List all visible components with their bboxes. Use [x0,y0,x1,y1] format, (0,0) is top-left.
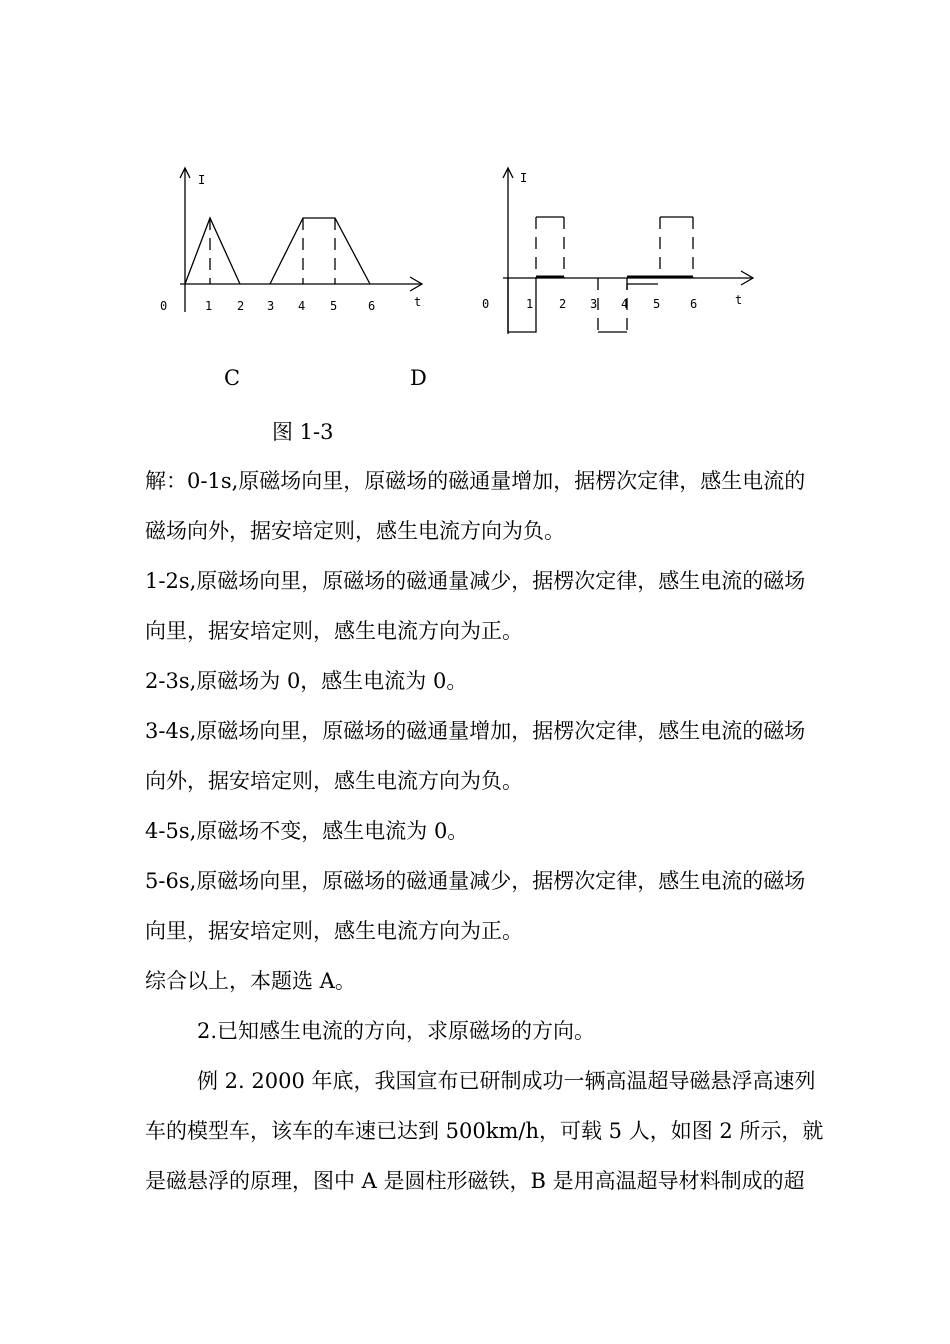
paragraph-line: 3-4s,原磁场向里，原磁场的磁通量增加，据楞次定律，感生电流的磁场 [145,719,806,743]
figure-c-tick-6: 6 [368,299,376,313]
figure-d-tick-2: 2 [559,297,567,311]
paragraph-line: 5-6s,原磁场向里，原磁场的磁通量减少，据楞次定律，感生电流的磁场 [145,869,806,893]
figure-number: 图 1-3 [272,420,334,444]
figure-d-step-4-5 [627,284,658,290]
figure-d-caption: D [410,366,427,390]
figure-c-origin-label: 0 [160,299,168,313]
figure-d [478,160,768,340]
figure-d-graph [478,160,768,340]
body-text [145,456,945,1206]
example-line: 例 2. 2000 年底，我国宣布已研制成功一辆高温超导磁悬浮高速列 [197,1069,816,1093]
paragraph-line: 向里，据安培定则，感生电流方向为正。 [145,919,523,943]
example-line: 是磁悬浮的原理，图中 A 是圆柱形磁铁，B 是用高温超导材料制成的超 [145,1169,805,1193]
figure-c-x-label: t [414,295,422,309]
figure-d-tick-5: 5 [653,297,661,311]
figure-c-y-label: I [198,173,206,187]
paragraph-line: 向里，据安培定则，感生电流方向为正。 [145,619,523,643]
figure-c-caption: C [224,366,241,390]
figure-c-trapezoid-curve [270,218,370,284]
figure-d-tick-1: 1 [526,297,534,311]
figure-c-graph [150,160,440,320]
paragraph-line: 磁场向外，据安培定则，感生电流方向为负。 [145,519,565,543]
figure-d-x-label: t [735,293,743,307]
paragraph-line: 4-5s,原磁场不变，感生电流为 0。 [145,819,469,843]
paragraph-line: 解：0-1s,原磁场向里，原磁场的磁通量增加，据楞次定律，感生电流的 [145,469,806,493]
figure-area [0,0,950,460]
figure-c-tick-1: 1 [205,299,213,313]
figure-c [150,160,440,320]
figure-d-tick-6: 6 [690,297,698,311]
figure-c-tick-2: 2 [237,299,245,313]
figure-c-tick-3: 3 [267,299,275,313]
example-line: 车的模型车，该车的车速已达到 500km/h，可载 5 人，如图 2 所示，就 [145,1119,824,1143]
paragraph-line: 向外，据安培定则，感生电流方向为负。 [145,769,523,793]
paragraph-line: 2-3s,原磁场为 0，感生电流为 0。 [145,669,468,693]
figure-d-origin-label: 0 [482,297,490,311]
figure-d-y-label: I [520,171,528,185]
paragraph-line: 综合以上，本题选 A。 [145,969,356,993]
figure-c-tick-5: 5 [330,299,338,313]
figure-d-tick-3: 3 [590,297,598,311]
figure-d-tick-4: 4 [621,297,629,311]
figure-c-tick-4: 4 [298,299,306,313]
section-heading: 2.已知感生电流的方向，求原磁场的方向。 [197,1019,596,1043]
paragraph-line: 1-2s,原磁场向里，原磁场的磁通量减少，据楞次定律，感生电流的磁场 [145,569,806,593]
figure-c-triangle-curve [185,218,240,284]
